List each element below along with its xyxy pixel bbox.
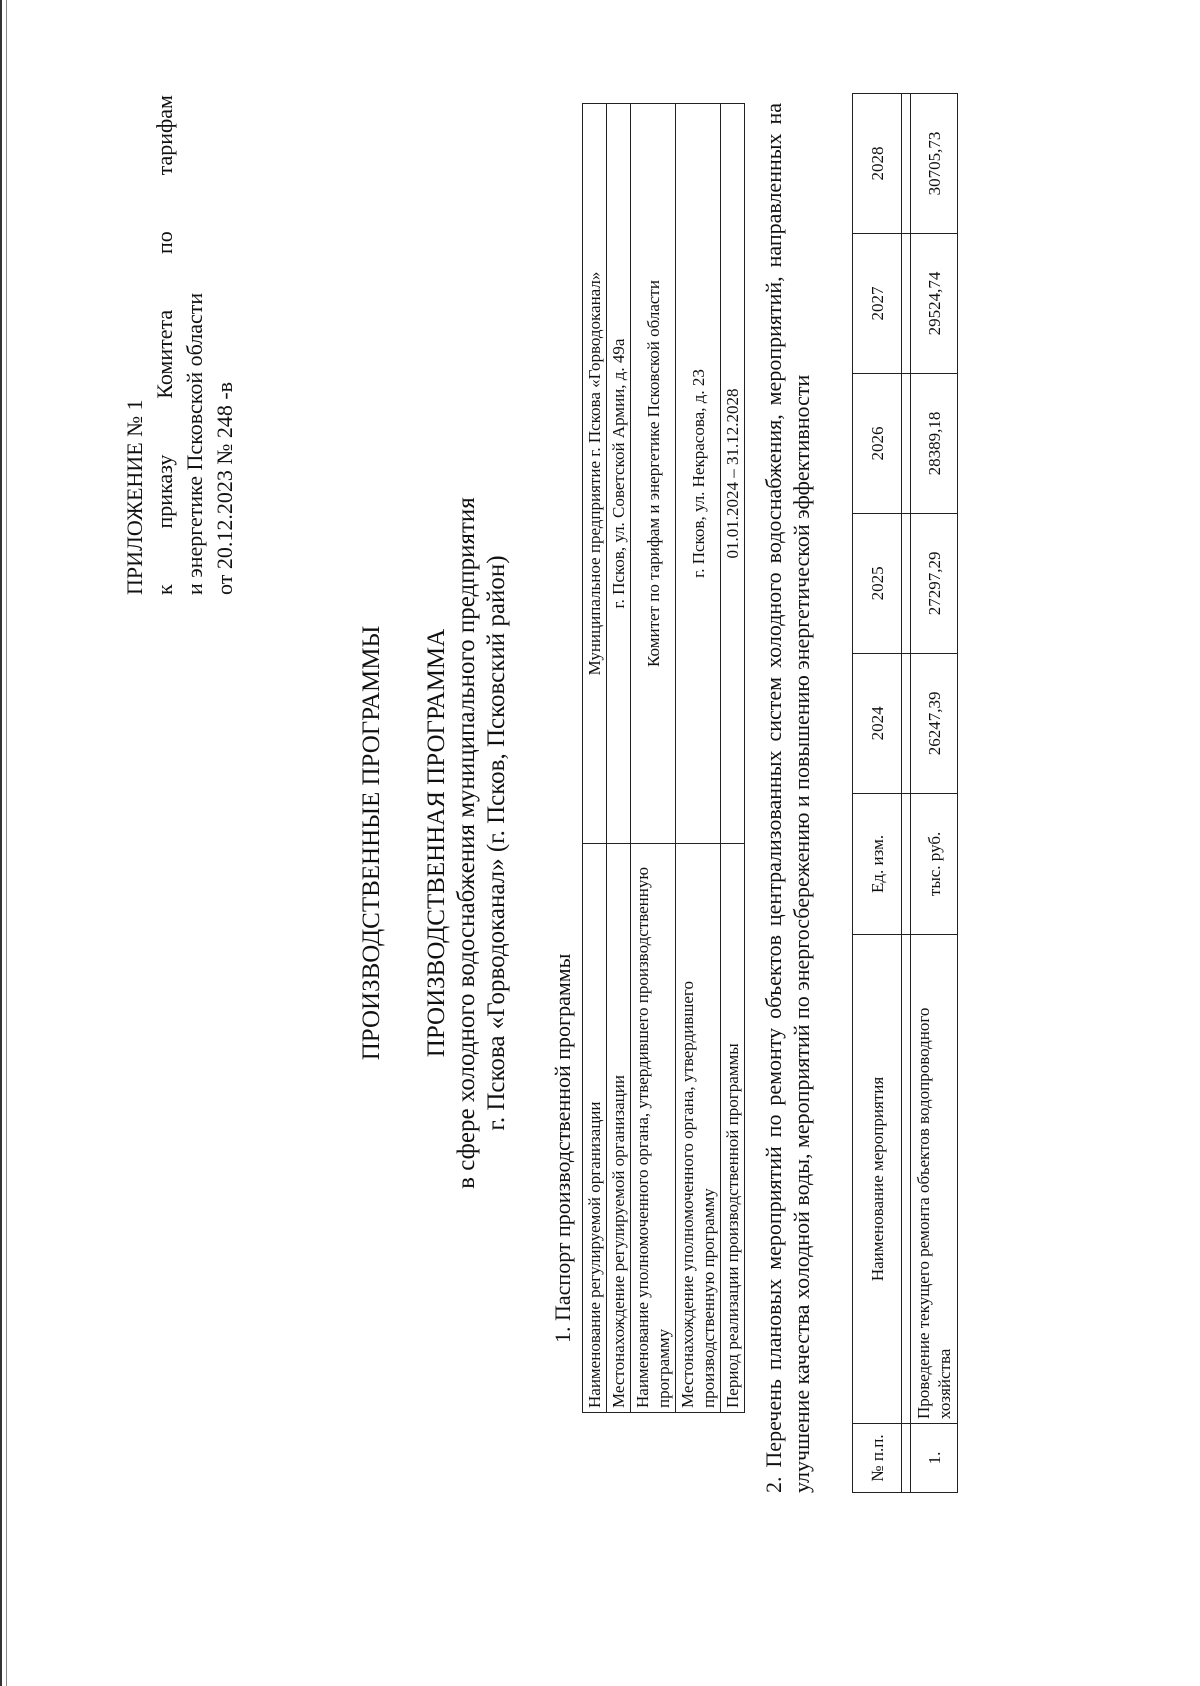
table-spacer-row — [902, 94, 911, 1493]
header-year: 2025 — [853, 513, 902, 653]
spacer-cell — [902, 653, 911, 793]
passport-value: г. Псков, ул. Советской Армии, д. 49а — [607, 104, 631, 844]
passport-value: г. Псков, ул. Некрасова, д. 23 — [676, 104, 721, 844]
measure-value: 26247,39 — [911, 653, 958, 793]
passport-label: Наименование регулируемой организации — [583, 844, 607, 1413]
passport-label: Период реализации производственной программы — [721, 844, 745, 1413]
spacer-cell — [902, 373, 911, 513]
table-row — [676, 104, 721, 1413]
header-number: № п.п. — [853, 1424, 902, 1493]
measure-value: 29524,74 — [911, 233, 958, 373]
table-row — [631, 104, 676, 1413]
appendix-block — [120, 95, 240, 595]
appendix-word: тарифам — [152, 95, 177, 176]
measures-table — [852, 93, 958, 1493]
passport-section-title: 1. Паспорт производственной программы — [550, 953, 575, 1343]
measure-value: 28389,18 — [911, 373, 958, 513]
program-organization: г. Пскова «Горводоканал» (г. Псков, Псковский район) — [483, 555, 510, 1131]
table-row — [721, 104, 745, 1413]
passport-value: Муниципальное предприятие г. Пскова «Горводоканал» — [583, 104, 607, 844]
appendix-word: приказу — [152, 454, 177, 529]
header-year: 2024 — [853, 653, 902, 793]
spacer-cell — [902, 935, 911, 1424]
measures-section-title: 2. Перечень плановых мероприятий по ремонту объектов централизованных систем холодного водоснабжения, мероприятий, направленных на улучшение качества холодной воды, мероприятий по энергосбережению и повышению энергетической эффективности — [761, 103, 814, 1493]
appendix-number: ПРИЛОЖЕНИЕ № 1 — [122, 399, 147, 595]
measure-value: 27297,29 — [911, 513, 958, 653]
measure-name: Проведение текущего ремонта объектов водопроводного хозяйства — [911, 935, 958, 1424]
table-row — [607, 104, 631, 1413]
passport-value: 01.01.2024 – 31.12.2028 — [721, 104, 745, 844]
page-edge-line-secondary — [6, 0, 7, 1686]
document-title: ПРОИЗВОДСТВЕННЫЕ ПРОГРАММЫ — [358, 625, 385, 1061]
measure-value: 30705,73 — [911, 94, 958, 234]
appendix-word: к — [152, 584, 177, 595]
passport-label: Наименование уполномоченного органа, утвердившего производственную программу — [631, 844, 676, 1413]
table-row — [583, 104, 607, 1413]
header-measure-name: Наименование мероприятия — [853, 935, 902, 1424]
spacer-cell — [902, 513, 911, 653]
program-heading — [422, 43, 512, 1643]
page-edge-line — [0, 0, 2, 1686]
appendix-date-line: от 20.12.2023 № 248 -в — [212, 381, 237, 595]
header-year: 2026 — [853, 373, 902, 513]
spacer-cell — [902, 233, 911, 373]
program-title: ПРОИЗВОДСТВЕННАЯ ПРОГРАММА — [423, 628, 450, 1058]
passport-table — [582, 103, 745, 1413]
passport-label: Местонахождение уполномоченного органа, утвердившего производственную программу — [676, 844, 721, 1413]
measure-unit: тыс. руб. — [911, 793, 958, 934]
appendix-committee-line: и энергетике Псковской области — [182, 292, 207, 595]
document-sheet — [50, 43, 1150, 1643]
header-year: 2027 — [853, 233, 902, 373]
spacer-cell — [902, 793, 911, 934]
table-header-row — [853, 94, 902, 1493]
header-unit: Ед. изм. — [853, 793, 902, 934]
table-row — [911, 94, 958, 1493]
program-sphere: в сфере холодного водоснабжения муниципального предприятия — [453, 497, 480, 1189]
passport-value: Комитет по тарифам и энергетике Псковской области — [631, 104, 676, 844]
appendix-word: Комитета — [152, 309, 177, 399]
header-year: 2028 — [853, 94, 902, 234]
spacer-cell — [902, 1424, 911, 1493]
passport-label: Местонахождение регулируемой организации — [607, 844, 631, 1413]
appendix-word: по — [152, 231, 177, 255]
appendix-order-line — [150, 95, 180, 595]
row-number: 1. — [911, 1424, 958, 1493]
spacer-cell — [902, 94, 911, 234]
